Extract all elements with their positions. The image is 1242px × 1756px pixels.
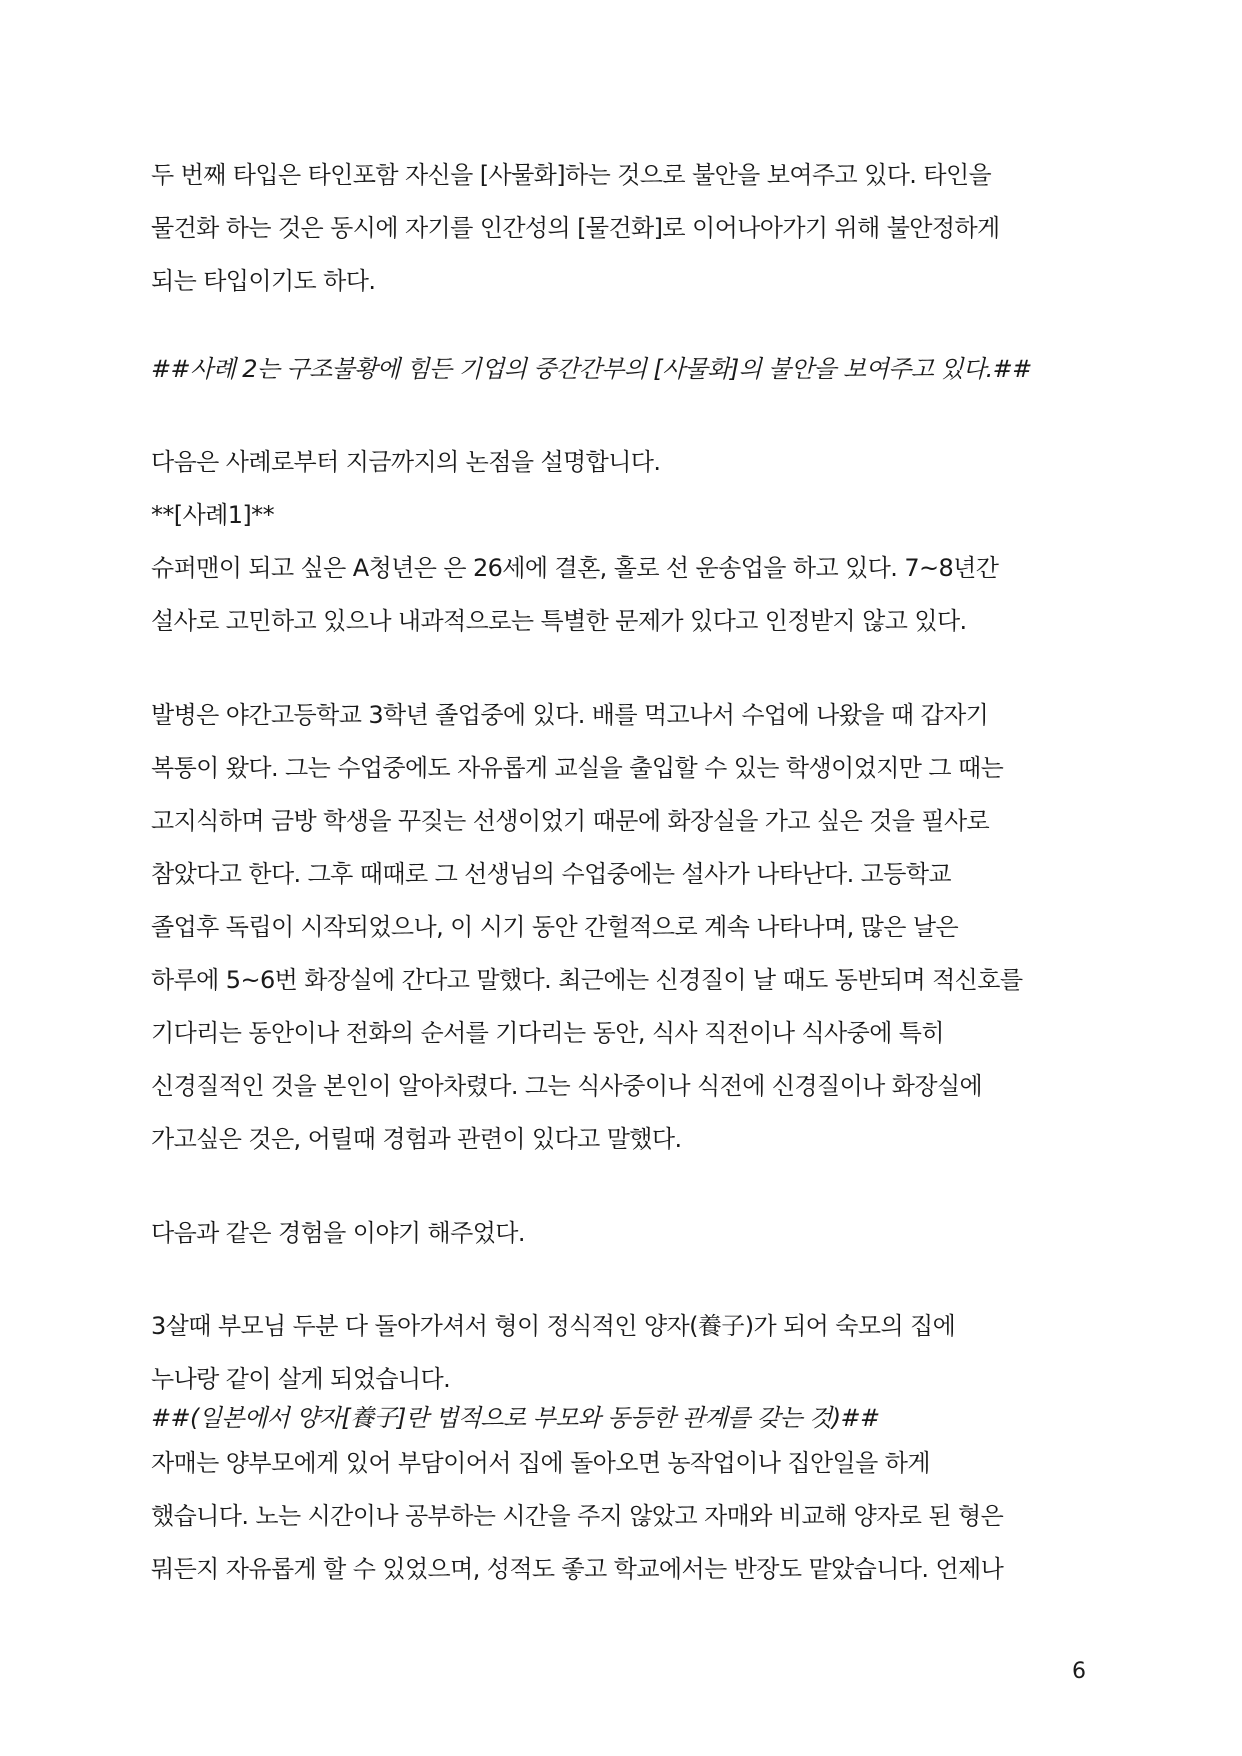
paragraph-line: 가고싶은 것은, 어릴때 경험과 관련이 있다고 말했다.: [151, 1125, 682, 1153]
paragraph-line: 고지식하며 금방 학생을 꾸짖는 선생이었기 때문에 화장실을 가고 싶은 것을 필사로: [151, 807, 990, 835]
paragraph-line: 발병은 야간고등학교 3학년 졸업중에 있다. 배를 먹고나서 수업에 나왔을 때 갑자기: [151, 701, 989, 729]
paragraph-line: 복통이 왔다. 그는 수업중에도 자유롭게 교실을 출입할 수 있는 학생이었지만 그 때는: [151, 754, 1004, 782]
intro-line: 다음은 사례로부터 지금까지의 논점을 설명합니다.: [151, 448, 661, 476]
paragraph-line: 두 번째 타입은 타인포함 자신을 [사물화]하는 것으로 불안을 보여주고 있다. 타인을: [151, 161, 992, 189]
paragraph-line: 기다리는 동안이나 전화의 순서를 기다리는 동안, 식사 직전이나 식사중에 특히: [151, 1019, 944, 1047]
paragraph-line: 3살때 부모님 두분 다 돌아가셔서 형이 정식적인 양자(養子)가 되어 숙모의 집에: [151, 1312, 956, 1340]
paragraph-line: 슈퍼맨이 되고 싶은 A청년은 은 26세에 결혼, 홀로 선 운송업을 하고 있다. 7~8년간: [151, 554, 999, 582]
paragraph-line: 하루에 5~6번 화장실에 간다고 말했다. 최근에는 신경질이 날 때도 동반되며 적신호를: [151, 966, 1023, 994]
paragraph-line: 자매는 양부모에게 있어 부담이어서 집에 돌아오면 농작업이나 집안일을 하게: [151, 1449, 930, 1477]
paragraph-line: 참았다고 한다. 그후 때때로 그 선생님의 수업중에는 설사가 나타난다. 고등학교: [151, 860, 952, 888]
paragraph-line: 신경질적인 것을 본인이 알아차렸다. 그는 식사중이나 식전에 신경질이나 화장실에: [151, 1072, 983, 1100]
paragraph-line: 설사로 고민하고 있으나 내과적으로는 특별한 문제가 있다고 인정받지 않고 있다.: [151, 607, 967, 635]
paragraph-line: 되는 타입이기도 하다.: [151, 267, 376, 295]
paragraph-line: 다음과 같은 경험을 이야기 해주었다.: [151, 1219, 525, 1247]
italic-note: ##(일본에서 양자[養子]란 법적으로 부모와 동등한 관계를 갖는 것)##: [151, 1404, 880, 1432]
page-number: 6: [1072, 1659, 1086, 1684]
paragraph-line: 물건화 하는 것은 동시에 자기를 인간성의 [물건화]로 이어나아가기 위해 불안정하게: [151, 214, 1000, 242]
italic-note: ##사례 2는 구조불황에 힘든 기업의 중간간부의 [사물화]의 불안을 보여주고 있다.##: [151, 355, 1032, 383]
paragraph-line: 했습니다. 노는 시간이나 공부하는 시간을 주지 않았고 자매와 비교해 양자로 된 형은: [151, 1502, 1004, 1530]
paragraph-line: 졸업후 독립이 시작되었으나, 이 시기 동안 간헐적으로 계속 나타나며, 많은 날은: [151, 913, 959, 941]
paragraph-line: 뭐든지 자유롭게 할 수 있었으며, 성적도 좋고 학교에서는 반장도 맡았습니다. 언제나: [151, 1555, 1004, 1583]
paragraph-line: 누나랑 같이 살게 되었습니다.: [151, 1365, 451, 1393]
case-heading: **[사례1]**: [151, 501, 274, 529]
